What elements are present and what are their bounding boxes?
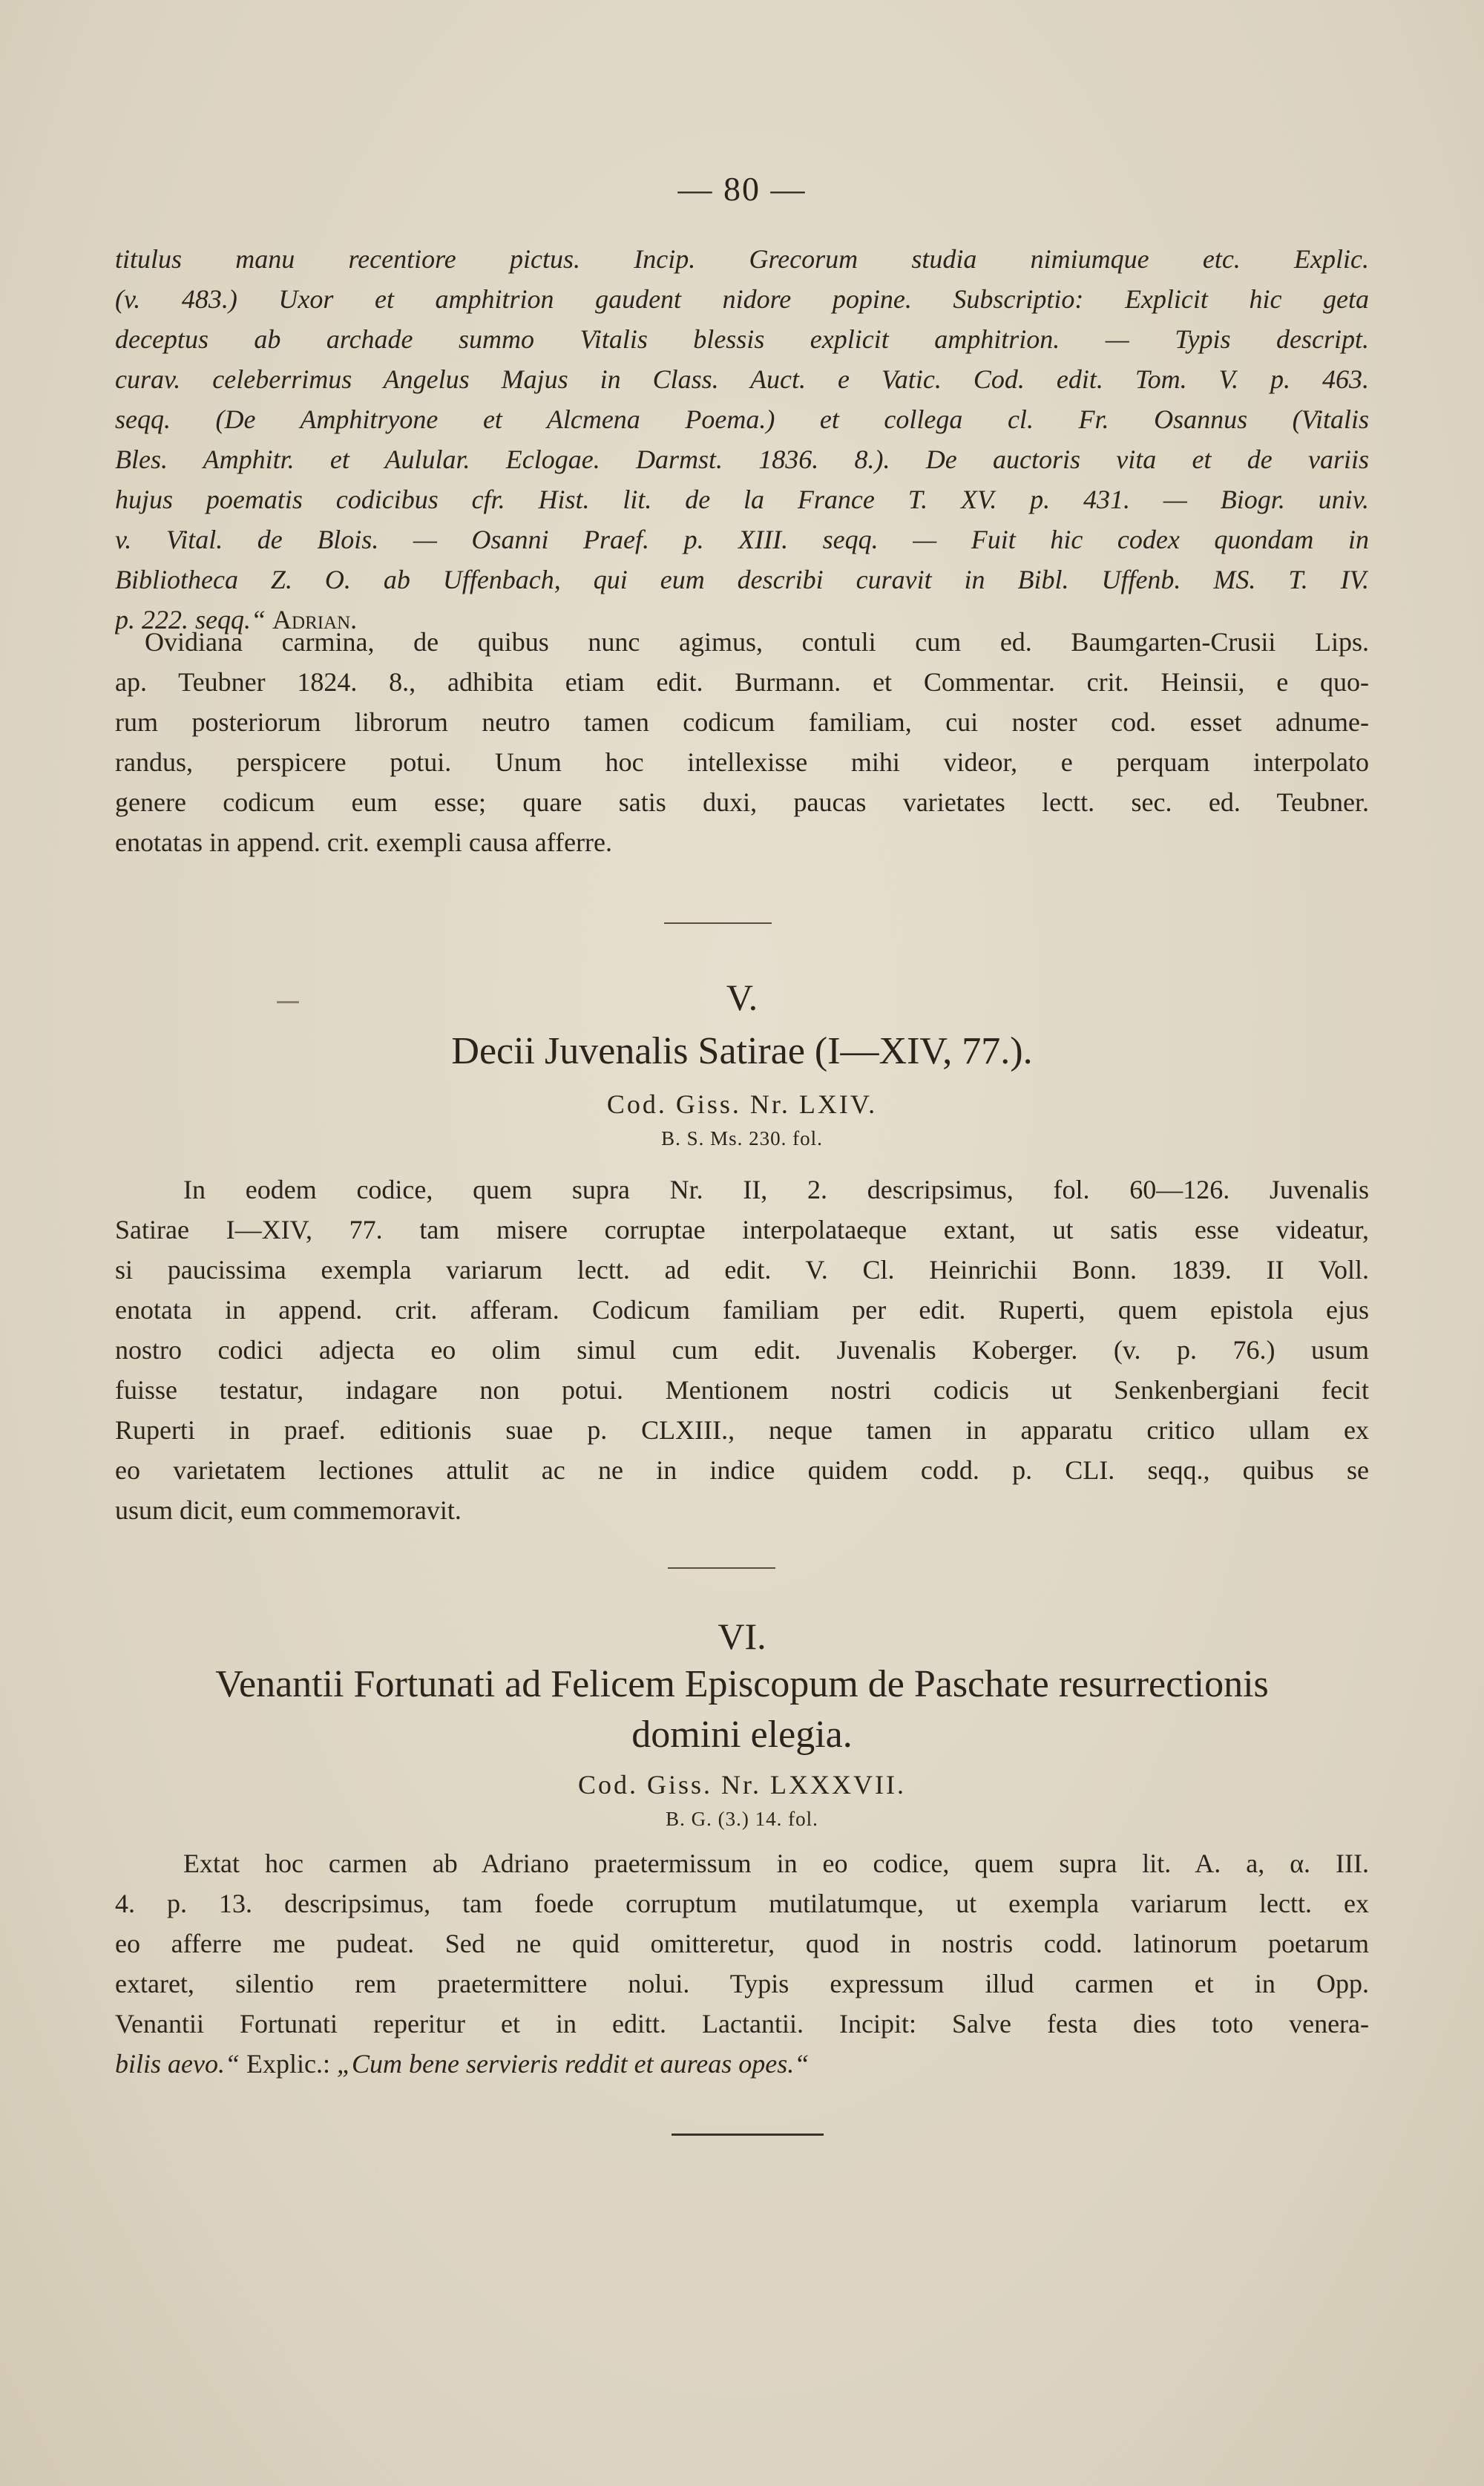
paragraph-line: randus, perspicere potui. Unum hoc intellexisse mihi videor, e perquam interpolato <box>115 747 1369 777</box>
section-vi-line: 4. p. 13. descripsimus, tam foede corruptum mutilatumque, ut exempla variarum lectt. ex <box>115 1889 1369 1918</box>
section-v-last-line: usum dicit, eum commemoravit. <box>115 1495 462 1525</box>
intro-line: Bibliotheca Z. O. ab Uffenbach, qui eum describi curavit in Bibl. Uffenb. MS. T. IV. <box>115 565 1369 594</box>
intro-reference: p. 222. seqq.“ <box>115 605 266 634</box>
section-vi-last-line <box>115 2044 1369 2084</box>
section-vi-codex: Cod. Giss. Nr. LXXXVII. <box>578 1770 906 1800</box>
section-vi-body <box>115 1843 1369 2084</box>
intro-line: curav. celeberrimus Angelus Majus in Class. Auct. e Vatic. Cod. edit. Tom. V. p. 463. <box>115 364 1369 394</box>
end-rule <box>672 2134 824 2136</box>
section-v-line: Ruperti in praef. editionis suae p. CLXIII., neque tamen in apparatu critico ullam ex <box>115 1415 1369 1445</box>
intro-line: hujus poematis codicibus cfr. Hist. lit. de la France T. XV. p. 431. — Biogr. univ. <box>115 485 1369 514</box>
section-divider <box>668 1567 775 1569</box>
author-signature: Adrian. <box>272 605 358 634</box>
intro-line: (v. 483.) Uxor et amphitrion gaudent nidore popine. Subscriptio: Explicit hic geta <box>115 284 1369 314</box>
section-v-line: enotata in append. crit. afferam. Codicum familiam per edit. Ruperti, quem epistola ejus <box>115 1295 1369 1325</box>
section-vi-shelfmark: B. G. (3.) 14. fol. <box>666 1808 818 1830</box>
incipit-end: bilis aevo.“ <box>115 2049 240 2079</box>
paragraph-line: Ovidiana carmina, de quibus nunc agimus, contuli cum ed. Baumgarten-Crusii Lips. <box>145 627 1369 657</box>
section-vi-line: Extat hoc carmen ab Adriano praetermissum in eo codice, quem supra lit. A. a, α. III. <box>183 1849 1369 1878</box>
section-v-numeral: V. <box>726 977 758 1018</box>
intro-line: deceptus ab archade summo Vitalis blessis explicit amphitrion. — Typis descript. <box>115 324 1369 354</box>
section-vi-numeral: VI. <box>718 1616 766 1657</box>
intro-italic-block <box>115 239 1369 640</box>
section-v-line: si paucissima exempla variarum lectt. ad edit. V. Cl. Heinrichii Bonn. 1839. II Voll. <box>115 1255 1369 1285</box>
section-vi-line: eo afferre me pudeat. Sed ne quid omitteretur, quod in nostris codd. latinorum poetarum <box>115 1929 1369 1958</box>
section-vi-line: Venantii Fortunati reperitur et in editt. Lactantii. Incipit: Salve festa dies toto venera- <box>115 2009 1369 2039</box>
explicit-label: Explic.: <box>240 2049 337 2079</box>
section-v-line: eo varietatem lectiones attulit ac ne in indice quidem codd. p. CLI. seqq., quibus se <box>115 1455 1369 1485</box>
paragraph-line: ap. Teubner 1824. 8., adhibita etiam edit. Burmann. et Commentar. crit. Heinsii, e quo- <box>115 667 1369 697</box>
section-divider <box>664 922 772 924</box>
section-v-title: Decii Juvenalis Satirae (I—XIV, 77.). <box>451 1030 1033 1072</box>
section-v-line: In eodem codice, quem supra Nr. II, 2. descripsimus, fol. 60—126. Juvenalis <box>183 1175 1369 1204</box>
section-v-shelfmark: B. S. Ms. 230. fol. <box>661 1127 823 1149</box>
intro-line: v. Vital. de Blois. — Osanni Praef. p. XIII. seqq. — Fuit hic codex quondam in <box>115 525 1369 554</box>
section-v-line: fuisse testatur, indagare non potui. Mentionem nostri codicis ut Senkenbergiani fecit <box>115 1375 1369 1405</box>
intro-line: titulus manu recentiore pictus. Incip. Grecorum studia nimiumque etc. Explic. <box>115 244 1369 274</box>
section-v-line: nostro codici adjecta eo olim simul cum edit. Juvenalis Koberger. (v. p. 76.) usum <box>115 1335 1369 1365</box>
intro-line: Bles. Amphitr. et Aulular. Eclogae. Darmst. 1836. 8.). De auctoris vita et de variis <box>115 445 1369 474</box>
section-v-line: Satirae I—XIV, 77. tam misere corruptae interpolataeque extant, ut satis esse videatur, <box>115 1215 1369 1244</box>
paragraph-line: genere codicum eum esse; quare satis duxi, paucas varietates lectt. sec. ed. Teubner. <box>115 787 1369 817</box>
paragraph-last-line: enotatas in append. crit. exempli causa afferre. <box>115 827 613 857</box>
section-v-codex: Cod. Giss. Nr. LXIV. <box>606 1089 878 1119</box>
intro-line: seqq. (De Amphitryone et Alcmena Poema.) et collega cl. Fr. Osannus (Vitalis <box>115 404 1369 434</box>
page-number: — 80 — <box>677 170 807 208</box>
paragraph-line: rum posteriorum librorum neutro tamen codicum familiam, cui noster cod. esset adnume- <box>115 707 1369 737</box>
ovid-paragraph <box>115 622 1369 862</box>
section-vi-line: extaret, silentio rem praetermittere nolui. Typis expressum illud carmen et in Opp. <box>115 1969 1369 1998</box>
explicit-text: „Cum bene servieris reddit et aureas opes.“ <box>336 2049 810 2079</box>
section-vi-title-line1: Venantii Fortunati ad Felicem Episcopum de Paschate resurrectionis <box>215 1663 1269 1705</box>
section-vi-title-line2: domini elegia. <box>631 1713 853 1756</box>
section-v-body <box>115 1170 1369 1530</box>
